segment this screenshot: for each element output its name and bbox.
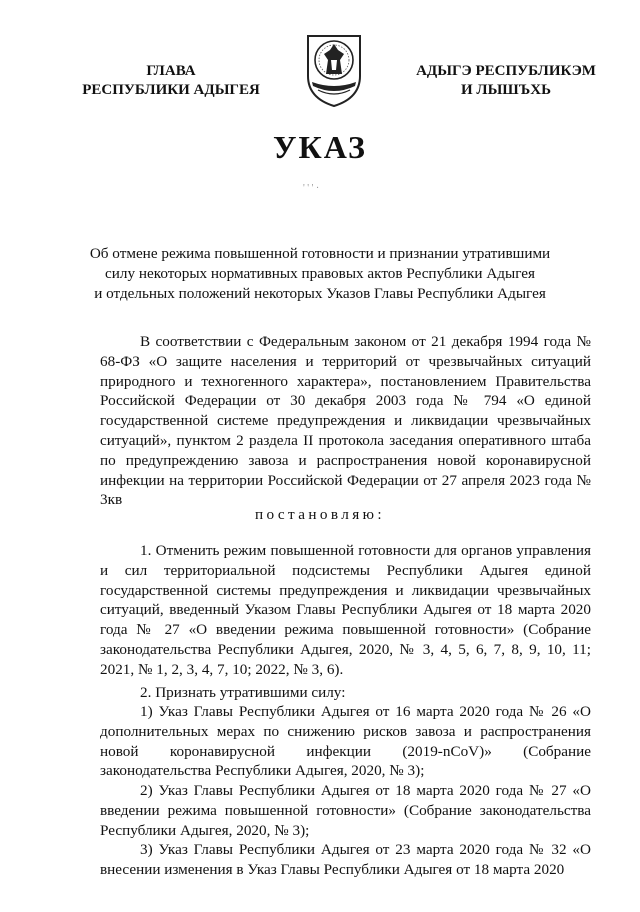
item-2-1-paragraph: 1) Указ Главы Республики Адыгея от 16 марта 2020 года № 26 «О дополнительных мерах по снижению рисков завоза и распространения новой коронавирусной инфекции (2019-nCoV)» (Собрание законодательства Республики Адыгея, 2020, № 3); — [100, 703, 591, 780]
subject-line: силу некоторых нормативных правовых актов Республики Адыгея — [105, 264, 535, 282]
decree-word: постановляю: — [254, 506, 386, 523]
document-title: УКАЗ — [273, 129, 367, 165]
issuer-line: РЕСПУБЛИКИ АДЫГЕЯ — [82, 82, 260, 98]
item-2-3-paragraph: 3) Указ Главы Республики Адыгея от 23 марта 2020 года № 32 «О внесении изменения в Указ Главы Республики Адыгея от 18 марта 2020 — [100, 841, 591, 878]
document-subject — [60, 244, 580, 303]
item-2-2-paragraph: 2) Указ Главы Республики Адыгея от 18 марта 2020 года № 27 «О введении режима повышенной готовности» (Собрание законодательства Республики Адыгея, 2020, № 3); — [100, 782, 591, 839]
issuer-line: И ЛЫШЪХЬ — [460, 82, 552, 98]
issuer-line: ГЛАВА — [146, 63, 196, 79]
issuer-title-adyghe — [395, 62, 617, 100]
subject-line: Об отмене режима повышенной готовности и признании утратившими — [89, 245, 551, 262]
coat-of-arms-icon — [300, 30, 368, 108]
item-2-heading: 2. Признать утратившими силу: — [140, 684, 346, 701]
item-1-paragraph: 1. Отменить режим повышенной готовности для органов управления и сил территориальной подсистемы Республики Адыгея единой государственной системы предупреждения и ликвидации чрезвычайных ситуаций, введенный Указом Главы Республики Адыгея от 18 марта 2020 года № 27 «О введении режима повышенной готовности» (Собрание законодательства Республики Адыгея, 2020, № 3, 4, 5, 6, 7, 8, 9, 10, 11; 2021, № 1, 2, 3, 4, 7, 10; 2022, № 3, 6). — [100, 542, 591, 678]
stray-mark: ' ' ' · — [303, 183, 320, 194]
issuer-line: АДЫГЭ РЕСПУБЛИКЭМ — [416, 63, 596, 79]
preamble-paragraph: В соответствии с Федеральным законом от 21 декабря 1994 года № 68-ФЗ «О защите населения и территорий от чрезвычайных ситуаций природного и техногенного характера», постановлением Правительства Российской Федерации от 30 декабря 2003 года № 794 «О единой государственной системе предупреждения и ликвидации чрезвычайных ситуаций», пунктом 2 раздела II протокола заседания оперативного штаба по предупреждению завоза и распространения новой коронавирусной инфекции на территории Российской Федерации от 27 апреля 2023 года № 3кв — [100, 333, 591, 509]
issuer-title-russian — [60, 62, 282, 100]
subject-line: и отдельных положений некоторых Указов Главы Республики Адыгея — [94, 284, 546, 302]
